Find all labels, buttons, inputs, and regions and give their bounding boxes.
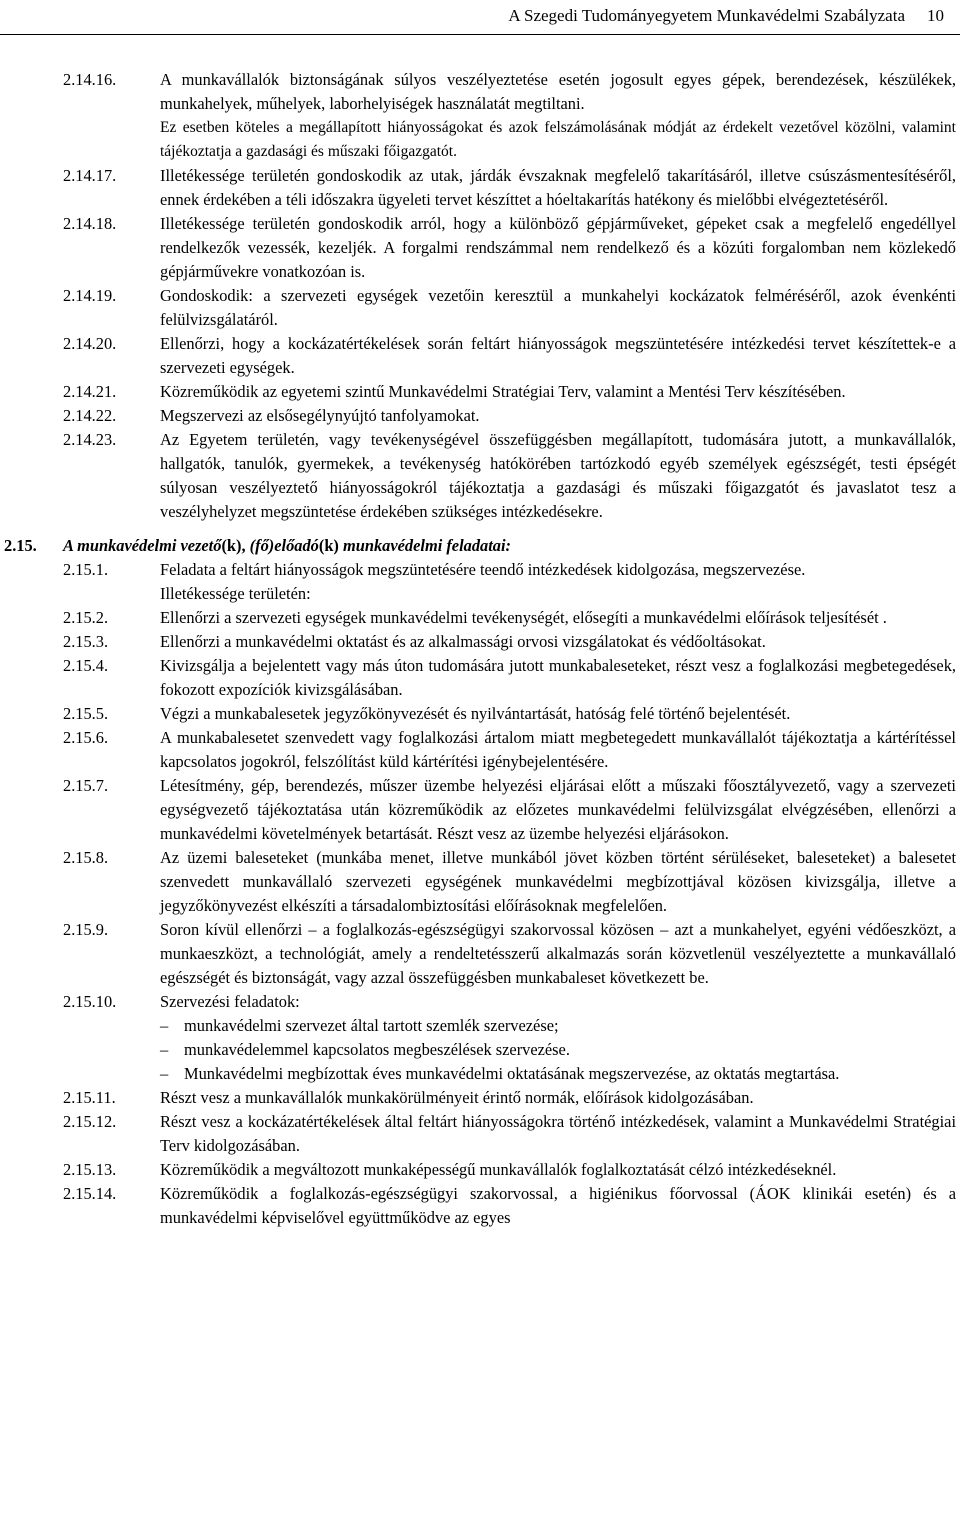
item-text: A munkavállalók biztonságának súlyos veszélyeztetése esetén jogosult egyes gépek, berendezések, készülékek, munkahelyek, műhelyek, laborhelyiségek használatát megtiltani. Ez esetben köteles a megállapított hiányosságokat és azok felszámolásának módját az érdekelt vezetővel közölni, valamint tájékoztatja a gazdasági és műszaki főigazgatót. xyxy=(160,68,956,164)
item-number: 2.15.12. xyxy=(63,1112,117,1131)
item-text: Ellenőrzi, hogy a kockázatértékelések során feltárt hiányosságok megszüntetésére intézkedési tervet készítettek-e a szervezeti egységek. xyxy=(160,334,956,377)
list-item xyxy=(0,702,960,726)
item-text: Illetékessége területén gondoskodik az utak, járdák évszaknak megfelelő takarításáról, illetve csúszásmentesítéséről, ennek érdekében a téli időszakra ügyeleti tervet készíttet a hóeltakarítás hatékony és mielőbbi elvégeztetéséről. xyxy=(160,166,956,209)
list-item xyxy=(0,654,960,702)
item-number: 2.15.6. xyxy=(63,728,109,747)
item-text: Megszervezi az elsősegélynyújtó tanfolyamokat. xyxy=(160,406,480,425)
header-divider xyxy=(0,34,960,35)
item-number: 2.15.2. xyxy=(63,608,109,627)
item-number: 2.14.19. xyxy=(63,286,117,305)
section-title: A munkavédelmi vezető(k), (fő)előadó(k) munkavédelmi feladatai: xyxy=(63,536,511,555)
list-item xyxy=(0,380,960,404)
item-number: 2.15.4. xyxy=(63,656,109,675)
item-text: Szervezési feladatok: – munkavédelmi szervezet által tartott szemlék szervezése; – munkavédelemmel kapcsolatos megbeszélések szervezése. – Munkavédelmi megbízottak éves munkavédelmi oktatásának megszervezése, az oktatás megtartása. xyxy=(160,990,956,1086)
item-number: 2.14.16. xyxy=(63,70,117,89)
item-text: Ellenőrzi a munkavédelmi oktatást és az alkalmassági orvosi vizsgálatokat és védőoltásokat. xyxy=(160,632,766,651)
item-number: 2.14.22. xyxy=(63,406,117,425)
item-number: 2.15.13. xyxy=(63,1160,117,1179)
list-item xyxy=(0,212,960,284)
item-text: Illetékessége területén gondoskodik arról, hogy a különböző gépjárműveket, gépeket csak a megfelelő engedéllyel rendelkezők vezessék, kezeljék. A forgalmi rendszámmal nem rendelkező és a közúti forgalomban nem közlekedő gépjárművekre vonatkozóan is. xyxy=(160,214,956,281)
list-item xyxy=(0,1110,960,1158)
item-text: Részt vesz a kockázatértékelések által feltárt hiányosságokra történő intézkedések, valamint a Munkavédelmi Stratégiai Terv kidolgozásában. xyxy=(160,1112,956,1155)
dash-bullet: – xyxy=(160,1016,169,1035)
dash-list-item: – Munkavédelmi megbízottak éves munkavédelmi oktatásának megszervezése, az oktatás megtartása. xyxy=(160,1062,956,1086)
item-text: Közreműködik az egyetemi szintű Munkavédelmi Stratégiai Terv, valamint a Mentési Terv készítésében. xyxy=(160,382,846,401)
item-text: A munkabalesetet szenvedett vagy foglalkozási ártalom miatt megbetegedett munkavállalót tájékoztatja a kártérítéssel kapcsolatos jogokról, felszólítást küld kártérítési igénybejelentésére. xyxy=(160,728,956,771)
item-number: 2.15.8. xyxy=(63,848,109,867)
item-text: Az üzemi baleseteket (munkába menet, illetve munkából jövet közben történt sérüléseket, baleseteket) a balesetet szenvedett munkavállaló szervezeti egységének munkavédelmi megbízottjával közösen kivizsgálja, illetve a jegyzőkönyvezést elkészíti a társadalombiztosítási előírásoknak megfelelően. xyxy=(160,848,956,915)
list-item xyxy=(0,68,960,164)
item-number: 2.15.1. xyxy=(63,560,109,579)
list-item xyxy=(0,774,960,846)
item-number: 2.14.21. xyxy=(63,382,117,401)
item-number: 2.14.20. xyxy=(63,334,117,353)
item-text: Kivizsgálja a bejelentett vagy más úton tudomására jutott munkabaleseteket, részt vesz a foglalkozási megbetegedések, fokozott expozíciók kivizsgálásában. xyxy=(160,656,956,699)
dash-list-item: – munkavédelemmel kapcsolatos megbeszélések szervezése. xyxy=(160,1038,956,1062)
list-item xyxy=(0,846,960,918)
item-text: Soron kívül ellenőrzi – a foglalkozás-egészségügyi szakorvossal közösen – azt a munkahelyet, egyéni védőeszközt, a munkaeszközt, a technológiát, amely a rendeltetésszerű alkalmazás során közvetlenül veszélyeztette a munkavállaló egészségét és biztonságát, vagy azzal összefüggésben munkabaleset következett be. xyxy=(160,920,956,987)
item-text: Létesítmény, gép, berendezés, műszer üzembe helyezési eljárásai előtt a műszaki főosztályvezető, vagy a szervezeti egységvezető tájékoztatása után közreműködik az előzetes munkavédelmi felülvizsgálat elvégzésében, ellenőrzi a munkavédelmi követelmények betartását. Részt vesz az üzembe helyezési eljárásokon. xyxy=(160,776,956,843)
page-number: 10 xyxy=(927,6,944,25)
item-number: 2.14.17. xyxy=(63,166,117,185)
page-header xyxy=(0,0,960,40)
item-number: 2.15.11. xyxy=(63,1088,116,1107)
list-item xyxy=(0,1182,960,1230)
item-text: Feladata a feltárt hiányosságok megszüntetésére teendő intézkedések kidolgozása, megszervezése. Illetékessége területén: xyxy=(160,558,956,606)
item-number: 2.15.14. xyxy=(63,1184,117,1203)
document-body xyxy=(0,68,960,1230)
dash-list-item: – munkavédelmi szervezet által tartott szemlék szervezése; xyxy=(160,1014,956,1038)
item-number: 2.15.10. xyxy=(63,992,117,1011)
list-item xyxy=(0,558,960,606)
header-title: A Szegedi Tudományegyetem Munkavédelmi Szabályzata xyxy=(508,6,905,25)
item-extra: Illetékessége területén: xyxy=(160,584,311,603)
item-text: Az Egyetem területén, vagy tevékenységével összefüggésben megállapított, tudomására jutott, a munkavállalók, hallgatók, tanulók, gyermekek, a tevékenység hatókörében tartózkodó egyéb személyek egészségét, testi épségét súlyosan veszélyeztető hiányosságokról tájékoztatja a gazdasági és műszaki főigazgatót és javaslatot tesz a veszélyhelyzet megszüntetése érdekében szükséges intézkedésekre. xyxy=(160,430,956,521)
list-item xyxy=(0,990,960,1086)
list-item xyxy=(0,726,960,774)
list-item xyxy=(0,630,960,654)
item-text: Közreműködik a foglalkozás-egészségügyi szakorvossal, a higiénikus főorvossal (ÁOK klinikái esetén) és a munkavédelmi képviselővel együttműködve az egyes xyxy=(160,1184,956,1227)
list-item xyxy=(0,1158,960,1182)
list-item xyxy=(0,164,960,212)
item-number: 2.14.23. xyxy=(63,430,117,449)
list-item xyxy=(0,428,960,524)
item-text: Részt vesz a munkavállalók munkakörülményeit érintő normák, előírások kidolgozásában. xyxy=(160,1088,754,1107)
dash-bullet: – xyxy=(160,1064,169,1083)
item-subtext: Ez esetben köteles a megállapított hiányosságokat és azok felszámolásának módját az érdekelt vezetővel közölni, valamint tájékoztatja a gazdasági és műszaki főigazgatót. xyxy=(160,119,956,160)
item-number: 2.15.9. xyxy=(63,920,109,939)
item-text: Végzi a munkabalesetek jegyzőkönyvezését és nyilvántartását, hatóság felé történő bejelentését. xyxy=(160,704,791,723)
item-number: 2.14.18. xyxy=(63,214,117,233)
item-text: Közreműködik a megváltozott munkaképességű munkavállalók foglalkoztatását célzó intézkedéseknél. xyxy=(160,1160,837,1179)
list-item xyxy=(0,918,960,990)
list-item xyxy=(0,404,960,428)
item-text: Ellenőrzi a szervezeti egységek munkavédelmi tevékenységét, elősegíti a munkavédelmi előírások teljesítését . xyxy=(160,608,887,627)
list-item xyxy=(0,284,960,332)
item-number: 2.15.3. xyxy=(63,632,109,651)
item-number: 2.15.7. xyxy=(63,776,109,795)
list-item xyxy=(0,1086,960,1110)
item-text: Gondoskodik: a szervezeti egységek vezetőin keresztül a munkahelyi kockázatok felméréséről, azok évenkénti felülvizsgálatáról. xyxy=(160,286,956,329)
item-number: 2.15.5. xyxy=(63,704,109,723)
section-number: 2.15. xyxy=(4,536,37,555)
list-item xyxy=(0,606,960,630)
list-item xyxy=(0,332,960,380)
dash-bullet: – xyxy=(160,1040,169,1059)
header-text xyxy=(508,4,944,28)
section-heading xyxy=(0,534,960,558)
